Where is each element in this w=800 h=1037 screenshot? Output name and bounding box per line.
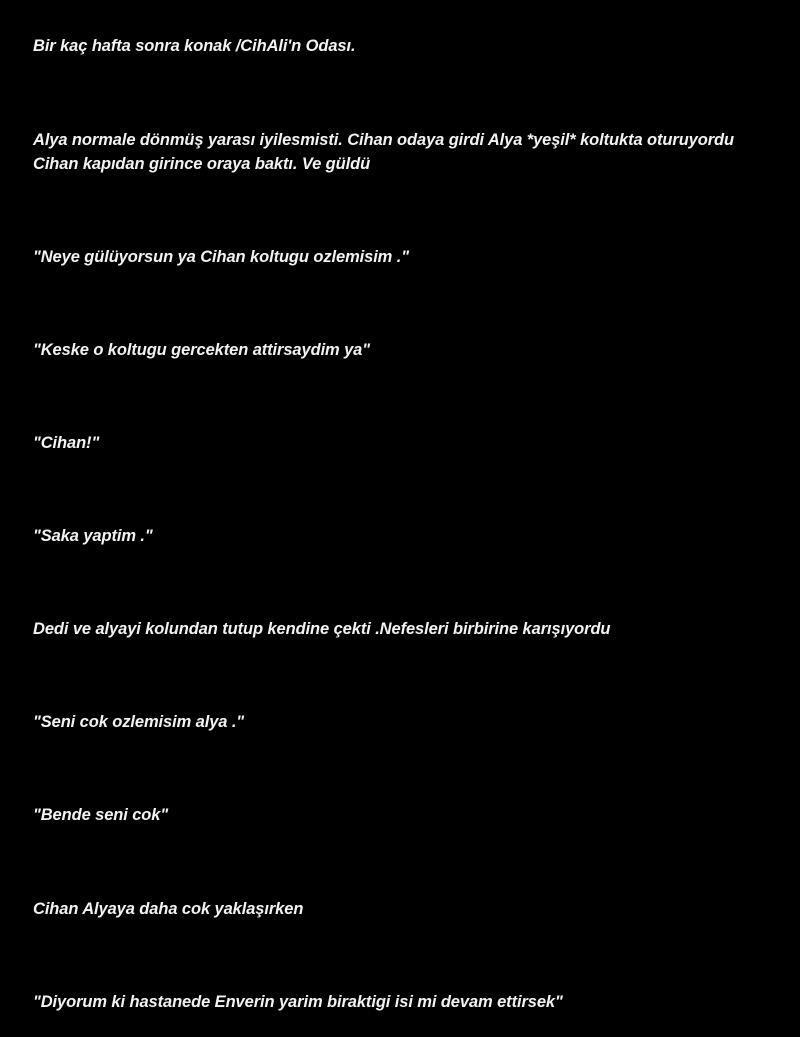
dialogue-line: "Cihan!" xyxy=(33,434,100,452)
dialogue-line: "Seni cok ozlemisim alya ." xyxy=(33,713,245,731)
dialogue-line: "Diyorum ki hastanede Enverin yarim biraktigi isi mi devam ettirsek" xyxy=(33,993,563,1011)
narration-paragraph: Cihan Alyaya daha cok yaklaşırken xyxy=(33,900,304,918)
narration-paragraph: Alya normale dönmüş yarası iyilesmisti. Cihan odaya girdi Alya *yeşil* koltukta oturuyordu Cihan kapıdan girince oraya baktı. Ve güldü xyxy=(33,131,735,173)
narration-paragraph: Dedi ve alyayi kolundan tutup kendine çekti .Nefesleri birbirine karışıyordu xyxy=(33,620,611,638)
dialogue-line: "Neye gülüyorsun ya Cihan koltugu ozlemisim ." xyxy=(33,248,409,266)
dialogue-line: "Keske o koltugu gercekten attirsaydim ya" xyxy=(33,341,370,359)
dialogue-line: "Bende seni cok" xyxy=(33,806,169,824)
scene-heading: Bir kaç hafta sonra konak /CihAli'n Odası. xyxy=(33,37,356,55)
dialogue-line: "Saka yaptim ." xyxy=(33,527,153,545)
